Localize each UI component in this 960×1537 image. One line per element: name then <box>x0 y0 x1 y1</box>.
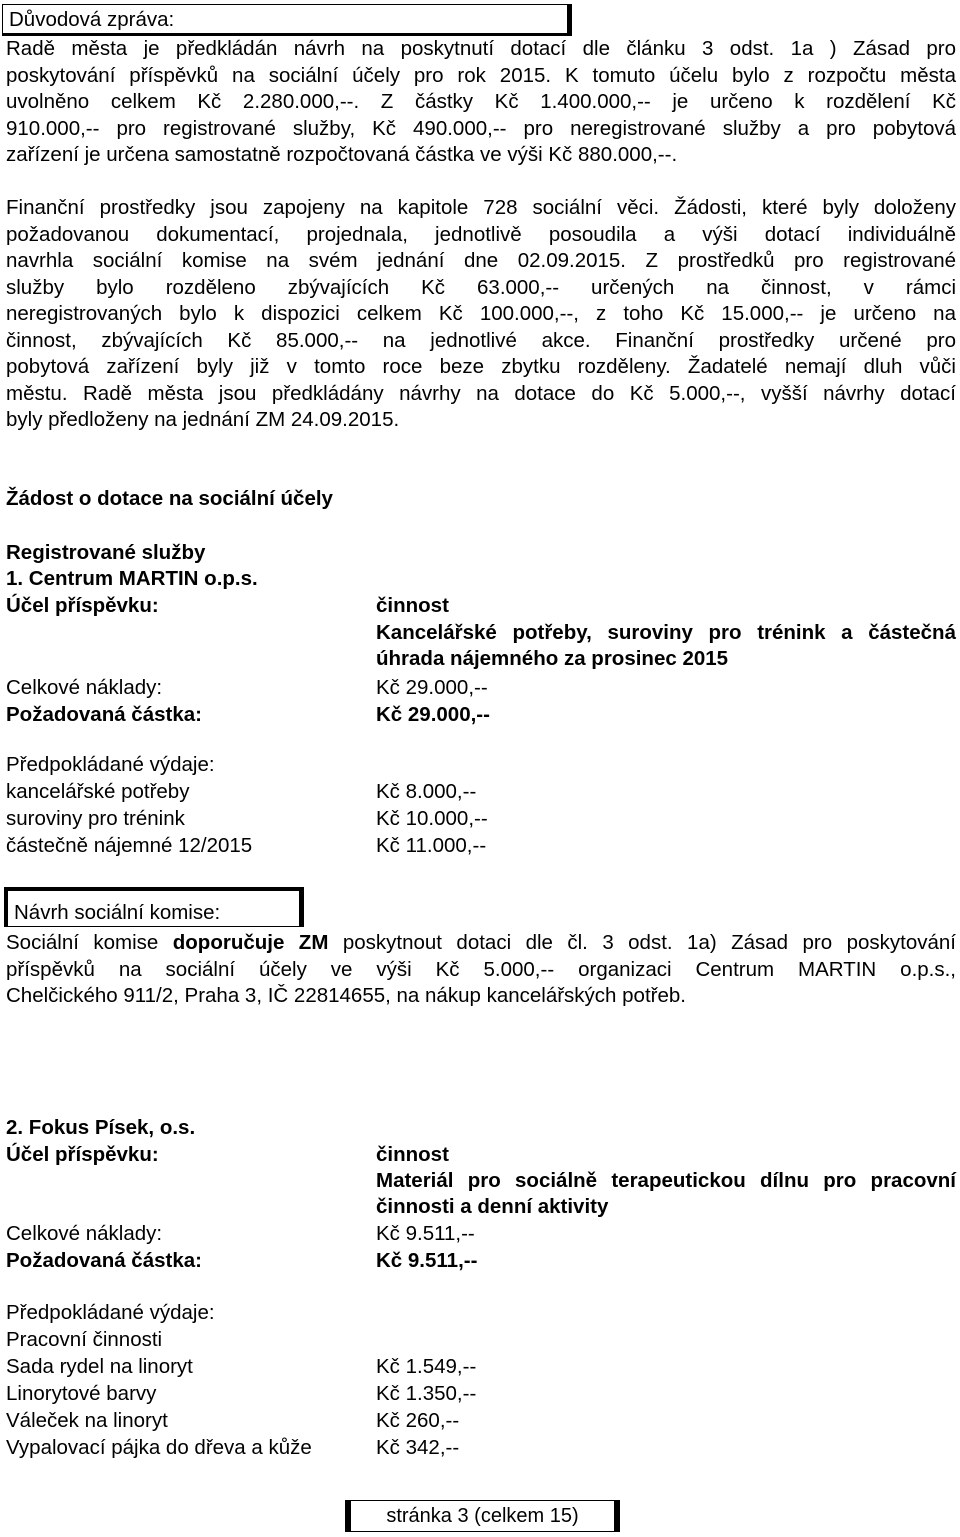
page-number-box <box>345 1500 620 1532</box>
item2-expense-row <box>6 1354 956 1380</box>
funding-line: služby bylo rozděleno zbývajících Kč 63.000,-- určených na činnost, v rámci <box>6 275 956 299</box>
intro-heading-box <box>2 4 572 36</box>
expense-name: Váleček na linoryt <box>6 1409 168 1432</box>
funding-paragraph <box>6 195 956 434</box>
item2-requested-label: Požadovaná částka: <box>6 1249 202 1272</box>
funding-line: městu. Radě města jsou předkládány návrhy na dotace do Kč 5.000,--, vyšší návrhy dotací <box>6 381 956 405</box>
item2-purpose-value: činnost <box>376 1143 449 1166</box>
item2-expenses-label: Předpokládané výdaje: <box>6 1301 215 1324</box>
item2-costs-value: Kč 9.511,-- <box>376 1222 475 1245</box>
proposal-line: Chelčického 911/2, Praha 3, IČ 22814655, na nákup kancelářských potřeb. <box>6 984 686 1007</box>
item1-expense-row <box>6 779 956 805</box>
expense-amount: Kč 1.549,-- <box>376 1355 477 1378</box>
intro-line: 910.000,-- pro registrované služby, Kč 490.000,-- pro neregistrované služby a pro pobytová <box>6 116 956 140</box>
item2-costs-row <box>6 1221 956 1247</box>
item1-purpose-value: činnost <box>376 594 449 617</box>
item2-costs-label: Celkové náklady: <box>6 1222 163 1245</box>
item1-purpose-label: Účel příspěvku: <box>6 594 159 617</box>
intro-heading: Důvodová zpráva: <box>9 8 175 31</box>
intro-line: uvolněno celkem Kč 2.280.000,--. Z částky Kč 1.400.000,-- je určeno k rozdělení Kč <box>6 90 956 113</box>
item2-expense-row <box>6 1381 956 1407</box>
proposal-paragraph <box>6 930 956 1010</box>
item2-expense-row <box>6 1408 956 1434</box>
item1-requested-value: Kč 29.000,-- <box>376 703 490 726</box>
proposal-text: poskytnout dotaci dle čl. 3 odst. 1a) Zásad pro poskytování <box>328 931 956 954</box>
intro-line: zařízení je určena samostatně rozpočtovaná částka ve výši Kč 880.000,--. <box>6 143 678 166</box>
funding-line: neregistrovaných bylo k dispozici celkem Kč 100.000,--, z toho Kč 15.000,-- je určeno na <box>6 302 956 325</box>
item1-costs-row <box>6 675 956 701</box>
item1-requested-label: Požadovaná částka: <box>6 703 202 726</box>
section-title: Žádost o dotace na sociální účely <box>6 487 333 510</box>
expense-name: Linorytové barvy <box>6 1382 157 1405</box>
subsection-title: Registrované služby <box>6 541 206 564</box>
item2-requested-row <box>6 1248 956 1274</box>
item1-title: 1. Centrum MARTIN o.p.s. <box>6 567 258 590</box>
item2-title: 2. Fokus Písek, o.s. <box>6 1116 196 1139</box>
expense-name: kancelářské potřeby <box>6 780 190 803</box>
expense-name: suroviny pro trénink <box>6 807 185 830</box>
proposal-decision: doporučuje ZM <box>172 931 329 954</box>
item1-purpose-desc: Kancelářské potřeby, suroviny pro trénink a částečná úhrada nájemného za prosinec 2015 <box>376 621 956 670</box>
item2-purpose-desc: Materiál pro sociálně terapeutickou dílnu pro pracovní činnosti a denní aktivity <box>376 1169 956 1218</box>
item2-expenses-group: Pracovní činnosti <box>6 1328 163 1351</box>
item1-costs-value: Kč 29.000,-- <box>376 676 488 699</box>
item2-purpose-row <box>6 1142 956 1168</box>
funding-line: byly předloženy na jednání ZM 24.09.2015. <box>6 408 400 431</box>
item1-requested-row <box>6 702 956 728</box>
intro-paragraph <box>6 36 956 169</box>
expense-amount: Kč 1.350,-- <box>376 1382 477 1405</box>
item1-expense-row <box>6 833 956 859</box>
funding-line: pobytová zařízení byly již v tomto roce beze zbytku rozděleny. Žadatelé nemají dluh vůči <box>6 355 956 378</box>
expense-amount: Kč 342,-- <box>376 1436 460 1459</box>
intro-line: Radě města je předkládán návrh na poskytnutí dotací dle článku 3 odst. 1a ) Zásad pro <box>6 37 956 60</box>
expense-name: Sada rydel na linoryt <box>6 1355 193 1378</box>
proposal-heading-box <box>4 887 304 927</box>
expense-amount: Kč 10.000,-- <box>376 807 488 830</box>
expense-amount: Kč 8.000,-- <box>376 780 477 803</box>
intro-line: poskytování příspěvků na sociální účely pro rok 2015. K tomuto účelu bylo z rozpočtu města <box>6 63 956 87</box>
expense-amount: Kč 11.000,-- <box>376 834 487 857</box>
expense-name: částečně nájemné 12/2015 <box>6 834 253 857</box>
proposal-line <box>6 930 956 957</box>
item1-expense-row <box>6 806 956 832</box>
item1-costs-label: Celkové náklady: <box>6 676 163 699</box>
expense-name: Vypalovací pájka do dřeva a kůže <box>6 1436 312 1459</box>
funding-line: činnost, zbývajících Kč 85.000,-- na jednotlivé akce. Finanční prostředky určené pro <box>6 328 956 352</box>
proposal-line: příspěvků na sociální účely ve výši Kč 5.000,-- organizaci Centrum MARTIN o.p.s., <box>6 957 956 981</box>
item1-expenses-label: Předpokládané výdaje: <box>6 753 215 776</box>
proposal-text: Sociální komise <box>6 931 173 954</box>
item1-purpose-row <box>6 593 956 619</box>
funding-line: požadovanou dokumentací, projednala, jednotlivě posoudila a výši dotací individuálně <box>6 222 956 246</box>
funding-line: Finanční prostředky jsou zapojeny na kapitole 728 sociální věci. Žádosti, které byly doloženy <box>6 196 956 219</box>
item2-requested-value: Kč 9.511,-- <box>376 1249 478 1272</box>
item2-purpose-desc-row <box>6 1168 956 1220</box>
item2-expense-row <box>6 1435 956 1461</box>
page-number: stránka 3 (celkem 15) <box>386 1505 579 1527</box>
item2-purpose-label: Účel příspěvku: <box>6 1143 159 1166</box>
proposal-heading: Návrh sociální komise: <box>14 901 221 924</box>
funding-line: navrhla sociální komise na svém jednání dne 02.09.2015. Z prostředků pro registrované <box>6 249 956 272</box>
item1-purpose-desc-row <box>6 620 956 672</box>
expense-amount: Kč 260,-- <box>376 1409 460 1432</box>
